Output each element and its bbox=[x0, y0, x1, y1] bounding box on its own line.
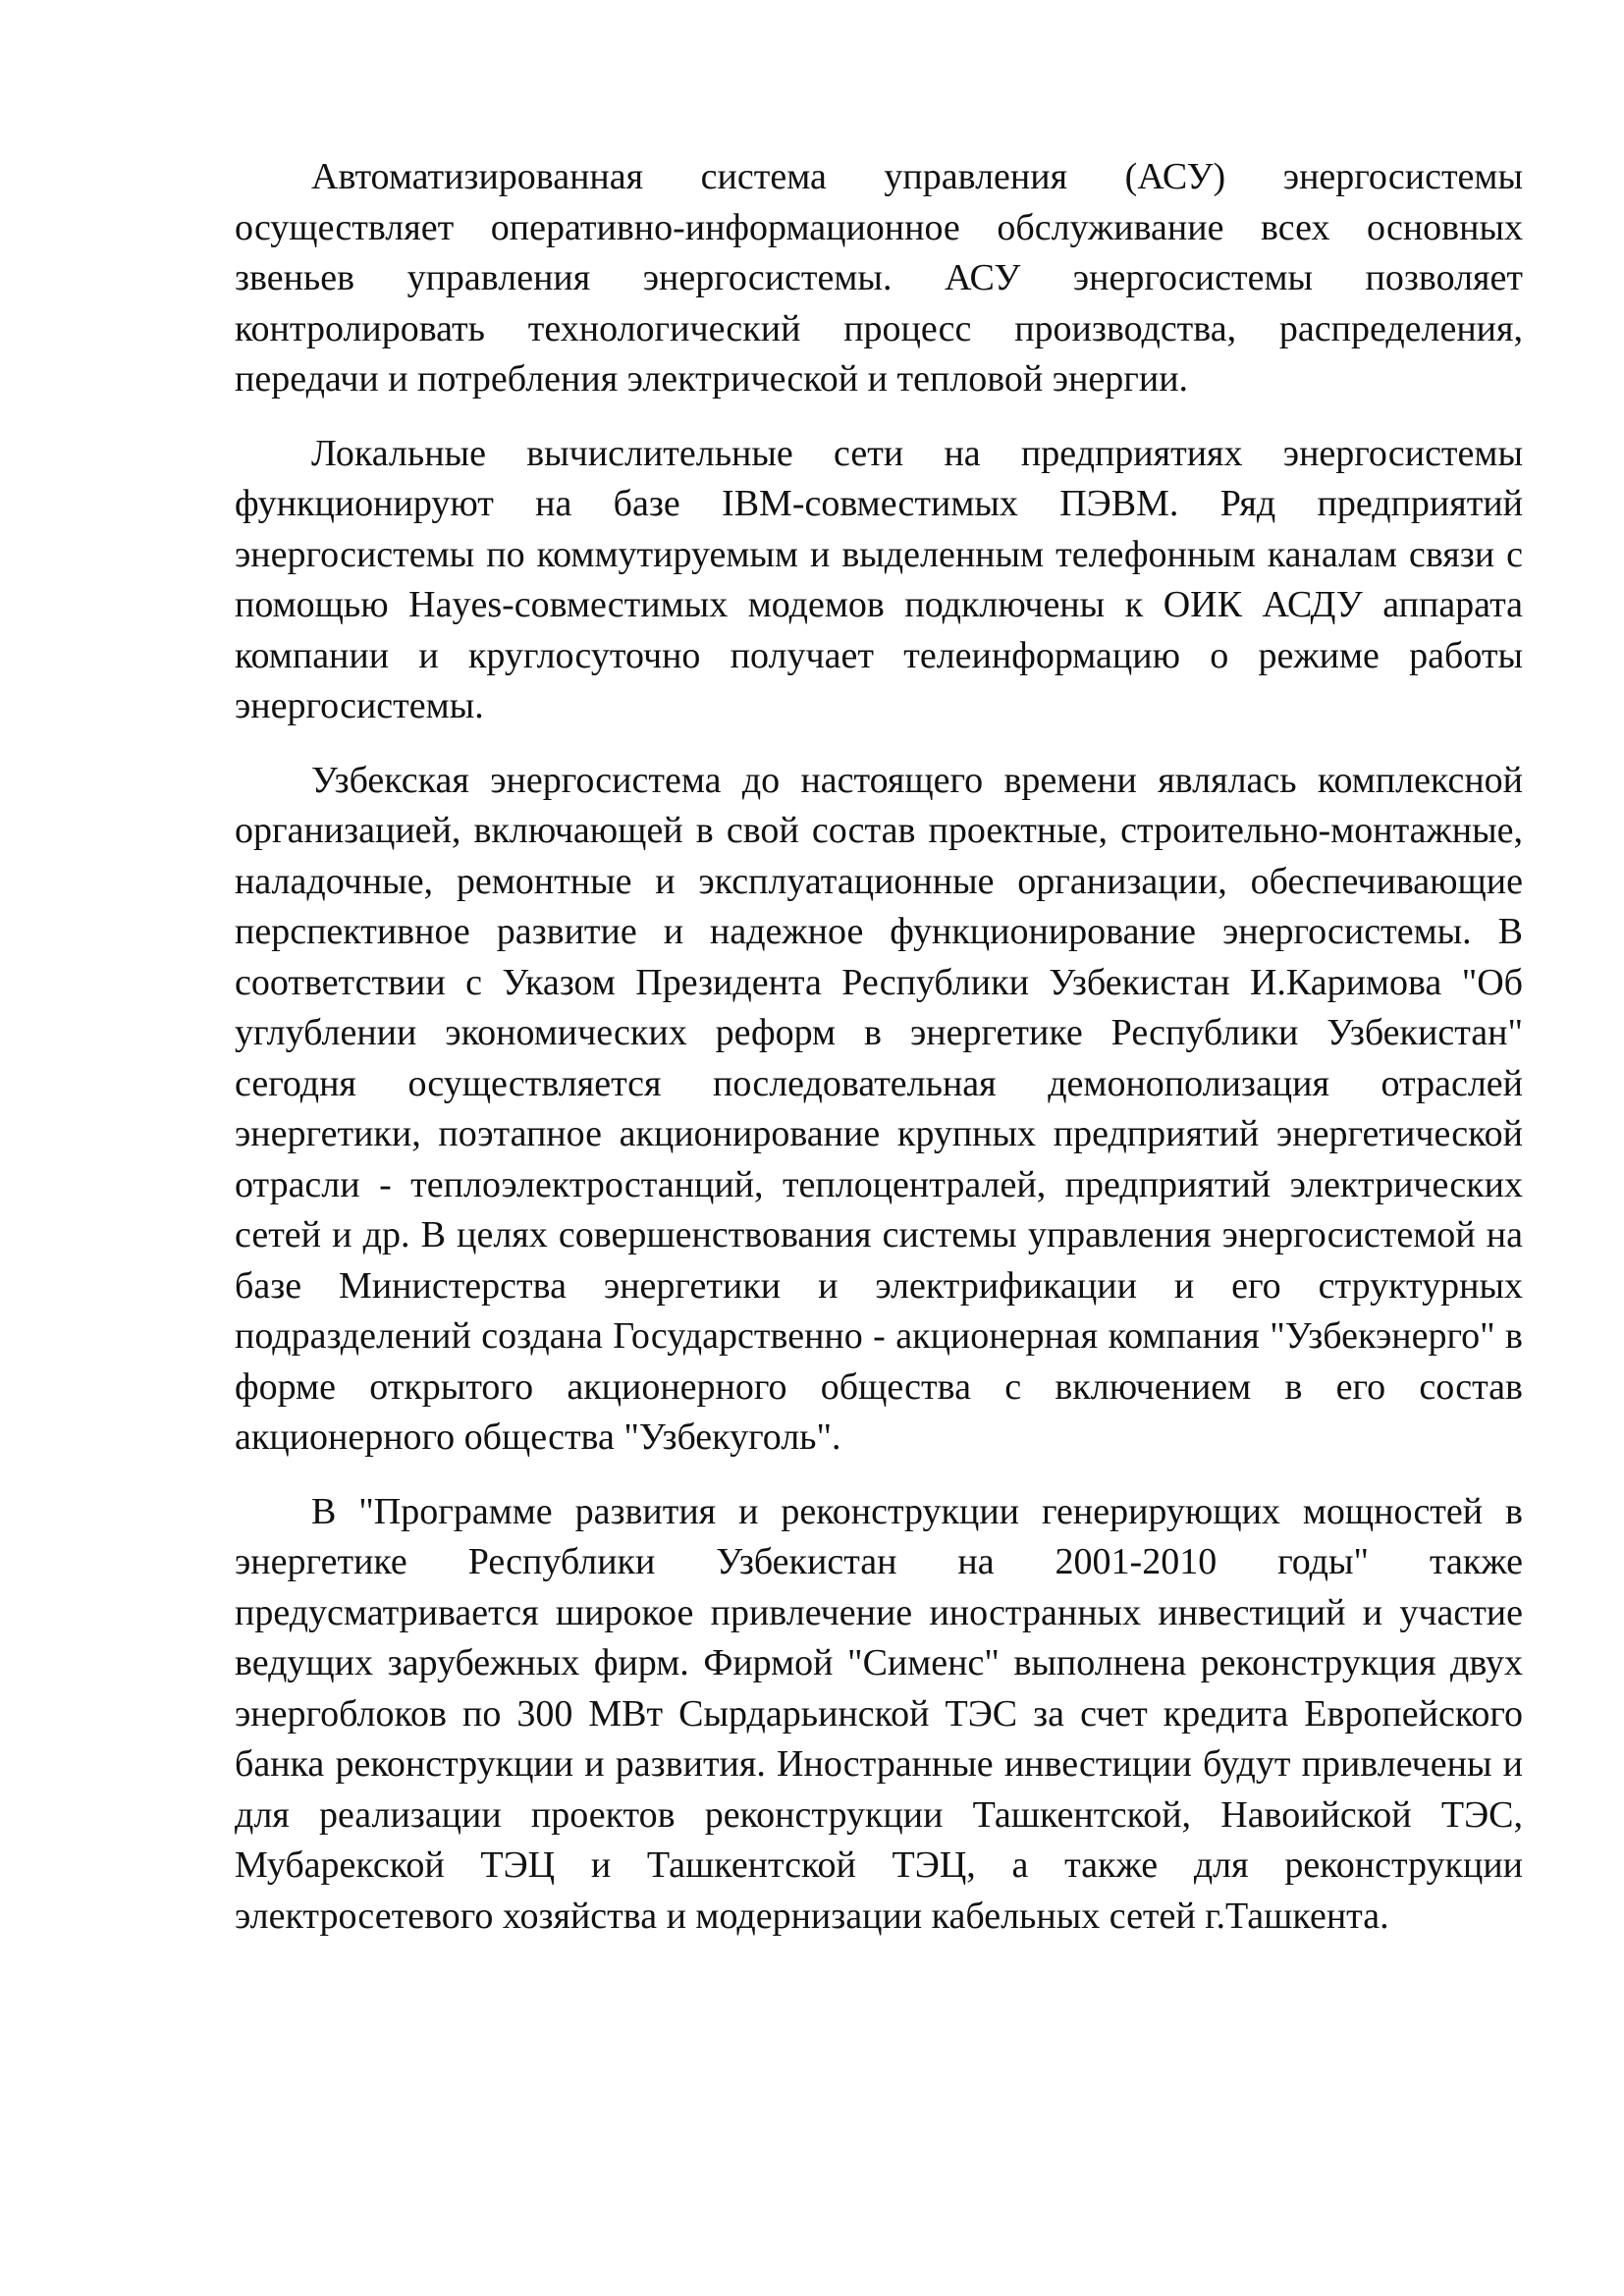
paragraph-3: Узбекская энергосистема до настоящего времени являлась комплексной организацией, включающей в свой состав проектные, строительно-монтажные, наладочные, ремонтные и эксплуатационные организации, обеспечивающие перспективное развитие и надежное функционирование энергосистемы. В соответствии с Указом Президента Республики Узбекистан И.Каримова "Об углублении экономических реформ в энергетике Республики Узбекистан" сегодня осуществляется последовательная демонополизация отраслей энергетики, поэтапное акционирование крупных предприятий энергетической отрасли - теплоэлектростанций, теплоцентралей, предприятий электрических сетей и др. В целях совершенствования системы управления энергосистемой на базе Министерства энергетики и электрификации и его структурных подразделений создана Государственно - акционерная компания "Узбекэнерго" в форме открытого акционерного общества с включением в его состав акционерного общества "Узбекуголь". bbox=[235, 759, 1523, 1458]
document-body bbox=[235, 152, 1523, 1965]
paragraph-4: В "Программе развития и реконструкции генерирующих мощностей в энергетике Республики Узбекистан на 2001-2010 годы" также предусматривается широкое привлечение иностранных инвестиций и участие ведущих зарубежных фирм. Фирмой "Сименс" выполнена реконструкция двух энергоблоков по 300 МВт Сырдарьинской ТЭС за счет кредита Европейского банка реконструкции и развития. Иностранные инвестиции будут привлечены и для реализации проектов реконструкции Ташкентской, Навоийской ТЭС, Мубарекской ТЭЦ и Ташкентской ТЭЦ, а также для реконструкции электросетевого хозяйства и модернизации кабельных сетей г.Ташкента. bbox=[235, 1490, 1523, 1937]
paragraph-2: Локальные вычислительные сети на предприятиях энергосистемы функционируют на базе IBM-совместимых ПЭВМ. Ряд предприятий энергосистемы по коммутируемым и выделенным телефонным каналам связи с помощью Hayes-совместимых модемов подключены к ОИК АСДУ аппарата компании и круглосуточно получает телеинформацию о режиме работы энергосистемы. bbox=[235, 432, 1523, 726]
paragraph-1: Автоматизированная система управления (АСУ) энергосистемы осуществляет оперативно-информационное обслуживание всех основных звеньев управления энергосистемы. АСУ энергосистемы позволяет контролировать технологический процесс производства, распределения, передачи и потребления электрической и тепловой энергии. bbox=[235, 156, 1523, 400]
